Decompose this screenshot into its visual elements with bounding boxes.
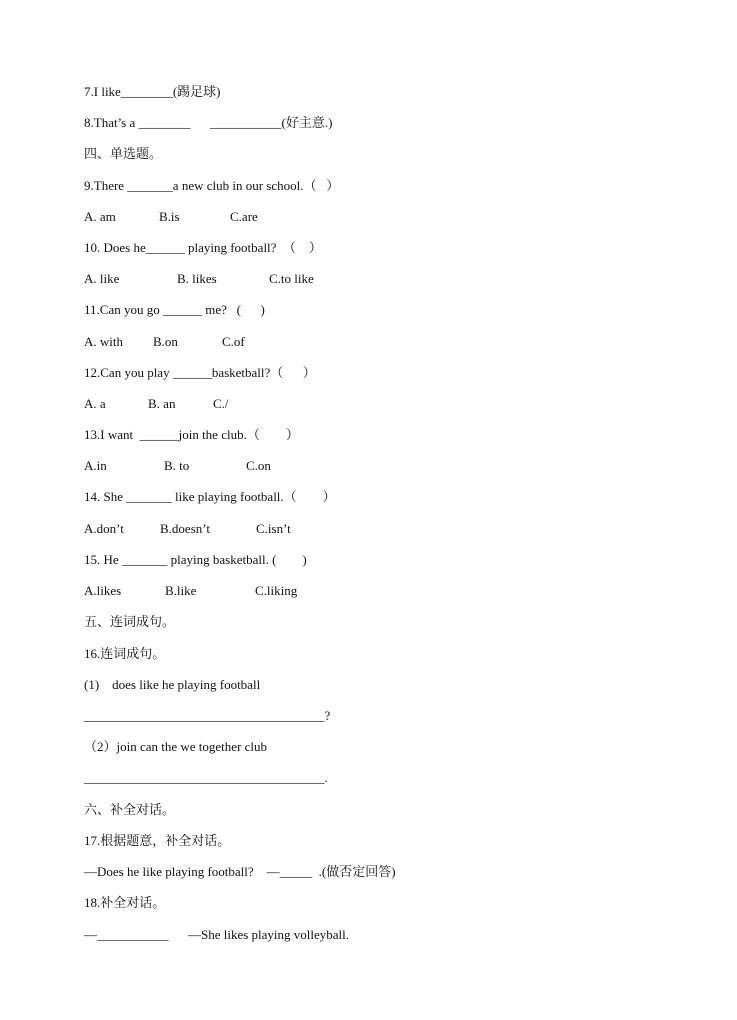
option-a: A. a xyxy=(84,396,106,411)
question-14: 14. She _______ like playing football.（ ） xyxy=(84,489,336,504)
option-b: B.doesn’t xyxy=(160,521,210,536)
option-c: C.to like xyxy=(269,271,314,286)
option-a: A. like xyxy=(84,271,120,286)
question-11: 11.Can you go ______ me? ( ) xyxy=(84,302,265,317)
question-18: 18.补全对话。 xyxy=(84,895,166,910)
option-c: C.liking xyxy=(255,583,298,598)
question-16: 16.连词成句。 xyxy=(84,646,166,661)
answer-line-16-1: _____________________________________? xyxy=(84,708,331,723)
option-c: C./ xyxy=(213,396,229,411)
option-c: C.of xyxy=(222,334,245,349)
question-7: 7.I like________(踢足球) xyxy=(84,84,221,99)
question-12: 12.Can you play ______basketball?（ ） xyxy=(84,365,316,380)
question-10: 10. Does he______ playing football? （ ） xyxy=(84,240,322,255)
option-a: A.likes xyxy=(84,583,122,598)
question-13: 13.I want ______join the club.（ ） xyxy=(84,427,299,442)
option-b: B.like xyxy=(165,583,197,598)
option-b: B. likes xyxy=(177,271,217,286)
question-16-part-1: (1) does like he playing football xyxy=(84,677,261,692)
question-8: 8.That’s a ________ ___________(好主意.) xyxy=(84,115,333,130)
answer-line-16-2: _____________________________________. xyxy=(84,770,328,785)
option-b: B.on xyxy=(153,334,178,349)
option-a: A. with xyxy=(84,334,123,349)
question-16-part-2: （2）join can the we together club xyxy=(84,739,268,754)
question-9: 9.There _______a new club in our school.（ ） xyxy=(84,178,340,193)
option-b: B. an xyxy=(148,396,176,411)
section-6-heading: 六、补全对话。 xyxy=(84,802,176,817)
option-b: B. to xyxy=(164,458,190,473)
option-b: B.is xyxy=(159,209,180,224)
option-a: A.don’t xyxy=(84,521,124,536)
section-5-heading: 五、连词成句。 xyxy=(84,614,176,629)
section-4-heading: 四、单选题。 xyxy=(84,146,163,161)
option-a: A.in xyxy=(84,458,107,473)
option-c: C.isn’t xyxy=(256,521,291,536)
question-17-dialog: —Does he like playing football? —_____ .(做否定回答) xyxy=(84,864,396,879)
question-17: 17.根据题意，补全对话。 xyxy=(84,833,231,848)
option-c: C.are xyxy=(230,209,258,224)
option-c: C.on xyxy=(246,458,271,473)
question-18-dialog: —___________ —She likes playing volleyball. xyxy=(84,927,350,942)
option-a: A. am xyxy=(84,209,116,224)
question-15: 15. He _______ playing basketball. ( ) xyxy=(84,552,307,567)
